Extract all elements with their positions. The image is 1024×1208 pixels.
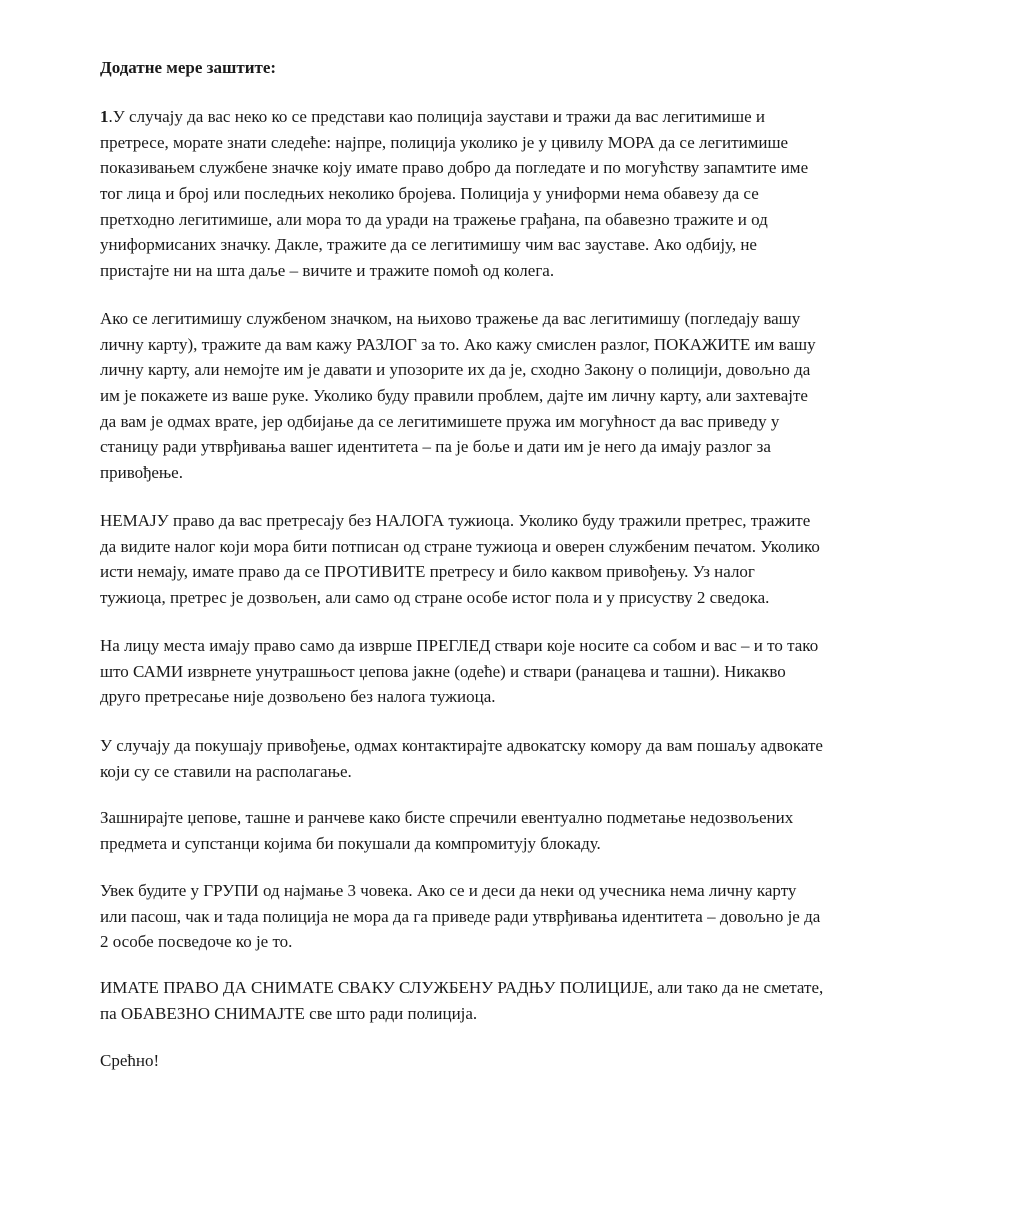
paragraph-number: 1 <box>100 107 109 126</box>
text-line: Ако се легитимишу службеном значком, на њихово тражење да вас легитимишу (погледају вашу <box>100 309 801 328</box>
text-line: униформисаних значку. Дакле, тражите да се легитимишу чим вас зауставе. Ако одбију, не <box>100 235 757 255</box>
text-line: да видите налог који мора бити потписан од стране тужиоца и оверен службеним печатом. Уколико <box>100 536 820 556</box>
paragraph-1 <box>100 104 808 284</box>
document-heading: Додатне мере заштите: <box>100 58 277 77</box>
paragraph-6 <box>100 805 793 856</box>
text-line: који су се ставили на располагање. <box>100 761 352 781</box>
text-line: предмета и супстанци којима би покушали да компромитују блокаду. <box>100 833 601 853</box>
paragraph-8 <box>100 975 823 1026</box>
text-line: пристајте ни на шта даље – вичите и тражите помоћ од колега. <box>100 261 555 281</box>
text-line: личну карту), тражите да вам кажу РАЗЛОГ за то. Ако кажу смислен разлог, ПОКАЖИТЕ им вашу <box>100 334 816 354</box>
text-line: ИМАТЕ ПРАВО ДА СНИМАТЕ СВАКУ СЛУЖБЕНУ РАДЊУ ПОЛИЦИЈЕ, али тако да не сметате, <box>100 978 824 997</box>
text-line: па ОБАВЕЗНО СНИМАЈТЕ све што ради полиција. <box>100 1003 478 1023</box>
text-line: им је покажете из ваше руке. Уколико буду правили проблем, дајте им личну карту, али захтевајте <box>100 386 808 406</box>
paragraph-3 <box>100 508 820 611</box>
paragraph-7 <box>100 878 820 955</box>
text-line: исти немају, имате право да се ПРОТИВИТЕ претресу и било каквом привођењу. Уз налог <box>100 562 755 582</box>
text-line: привођење. <box>100 463 183 483</box>
text-line: или пасош, чак и тада полиција не мора да га приведе ради утврђивања идентитета – довољно је да <box>100 906 821 926</box>
text-line: тужиоца, претрес је дозвољен, али само од стране особе истог пола и у присуству 2 сведока. <box>100 588 770 608</box>
text-line: 2 особе посведоче ко је то. <box>100 932 293 952</box>
text-line: показивањем службене значке коју имате право добро да погледате и по могућству запамтите име <box>100 158 809 178</box>
paragraph-2 <box>100 306 816 486</box>
text-line: претходно легитимише, али мора то да уради на тражење грађана, па обавезно тражите и од <box>100 209 768 229</box>
text-line: да вам је одмах врате, јер одбијање да се легитимишете пружа им могућност да вас приведу у <box>100 411 780 431</box>
paragraph-5 <box>100 733 823 784</box>
paragraph-4 <box>100 633 818 710</box>
text-line: станицу ради утврђивања вашег идентитета – па је боље и дати им је него да имају разлог за <box>100 437 771 457</box>
closing-line <box>100 1048 159 1074</box>
text-line: У случају да покушају привођење, одмах контактирајте адвокатску комору да вам пошаљу адвокате <box>100 736 823 755</box>
text-line: НЕМАЈУ право да вас претресају без НАЛОГА тужиоца. Уколико буду тражили претрес, тражите <box>100 511 811 530</box>
text-line: друго претресање није дозвољено без налога тужиоца. <box>100 687 496 707</box>
text-line: На лицу места имају право само да изврше ПРЕГЛЕД ствари које носите са собом и вас – и то тако <box>100 636 819 655</box>
text-line: што САМИ изврнете унутрашњост џепова јакне (одеће) и ствари (ранацева и ташни). Никакво <box>100 661 786 681</box>
text-line: претресе, морате знати следеће: најпре, полиција уколико је у цивилу МОРА да се легитимише <box>100 132 789 152</box>
text-line: Увек будите у ГРУПИ од најмање 3 човека. Ако се и деси да неки од учесника нема личну карту <box>100 881 797 900</box>
text-line: 1.У случају да вас неко ко се представи као полиција заустави и тражи да вас легитимише и <box>100 107 766 126</box>
text-line: личну карту, али немојте им је давати и упозорите их да је, сходно Закону о полицији, довољно да <box>100 360 811 380</box>
text-line: тог лица и број или последњих неколико бројева. Полиција у униформи нема обавезу да се <box>100 184 759 204</box>
text-line: Срећно! <box>100 1051 160 1070</box>
text-line: Зашнирајте џепове, ташне и ранчеве како бисте спречили евентуално подметање недозвољених <box>100 808 794 827</box>
